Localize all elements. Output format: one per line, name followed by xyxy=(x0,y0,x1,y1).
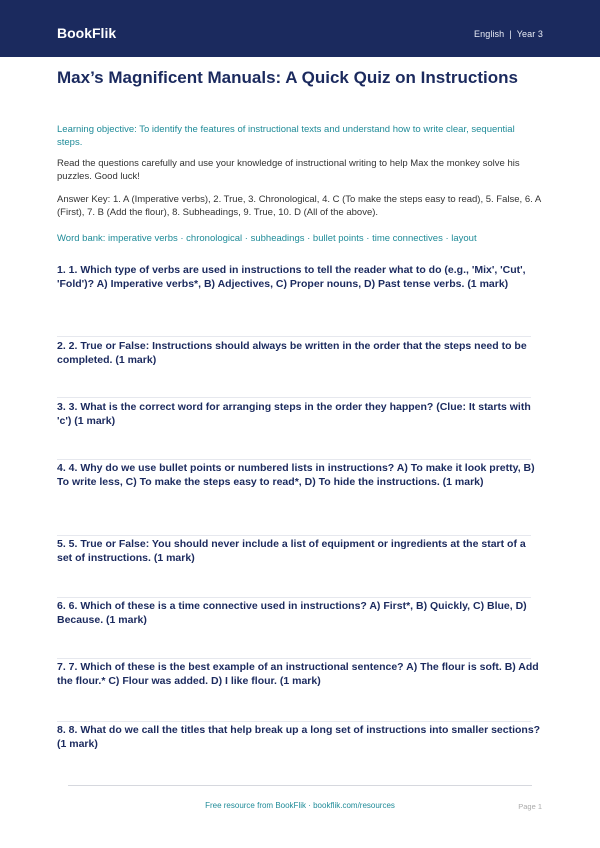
brand-logo[interactable]: BookFlik xyxy=(57,25,117,41)
question-2: 2. 2. True or False: Instructions should always be written in the order that the steps need to be completed. (1 mark) xyxy=(57,340,527,366)
question-divider xyxy=(57,597,531,598)
question-6: 6. 6. Which of these is a time connective used in instructions? A) First*, B) Quickly, C) Blue, D) Because. (1 mark) xyxy=(57,600,527,626)
footer-divider xyxy=(68,785,532,786)
question-8: 8. 8. What do we call the titles that help break up a long set of instructions into smaller sections? (1 mark) xyxy=(57,724,541,750)
question-divider xyxy=(57,535,531,536)
header-bar xyxy=(0,0,600,57)
question-divider xyxy=(57,459,531,460)
question-7: 7. 7. Which of these is the best example of an instructional sentence? A) The flour is soft. B) Add the flour.* C) Flour was added. D) I like flour. (1 mark) xyxy=(57,661,539,687)
question-divider xyxy=(57,397,531,398)
question-1: 1. 1. Which type of verbs are used in instructions to tell the reader what to do (e.g., 'Mix', 'Cut', 'Fold')? A) Imperative verbs*, B) Adjectives, C) Proper nouns, D) Past tense verbs. (1 mark) xyxy=(57,264,526,290)
question-4: 4. 4. Why do we use bullet points or numbered lists in instructions? A) To make it look pretty, B) To write less, C) To make the steps easy to read*, D) To hide the instructions. (1 mark) xyxy=(57,462,535,488)
page-number: Page 1 xyxy=(518,802,542,811)
question-3: 3. 3. What is the correct word for arranging steps in the order they happen? (Clue: It starts with 'c') (1 mark) xyxy=(57,401,531,427)
subject-year xyxy=(474,29,543,39)
answer-key: Answer Key: 1. A (Imperative verbs), 2. True, 3. Chronological, 4. C (To make the steps easy to read), 5. False, 6. A (First), 7. B (Add the flour), 8. Subheadings, 9. True, 10. D (All of the above). xyxy=(57,194,541,218)
question-divider xyxy=(57,336,531,337)
question-5: 5. 5. True or False: You should never include a list of equipment or ingredients at the start of a set of instructions. (1 mark) xyxy=(57,538,526,564)
page-title: Max’s Magnificent Manuals: A Quick Quiz on Instructions xyxy=(57,68,518,87)
meta-separator: | xyxy=(509,29,512,39)
footer-source-link[interactable]: Free resource from BookFlik · bookflik.com/resources xyxy=(205,801,395,810)
word-bank: Word bank: imperative verbs · chronological · subheadings · bullet points · time connectives · layout xyxy=(57,233,477,244)
question-divider xyxy=(57,721,531,722)
year-label: Year 3 xyxy=(516,29,543,39)
learning-objective: Learning objective: To identify the features of instructional texts and understand how to write clear, sequential steps. xyxy=(57,124,515,148)
intro-text: Read the questions carefully and use your knowledge of instructional writing to help Max the monkey solve his puzzles. Good luck! xyxy=(57,158,520,182)
subject-label: English xyxy=(474,29,505,39)
question-divider xyxy=(57,658,531,659)
